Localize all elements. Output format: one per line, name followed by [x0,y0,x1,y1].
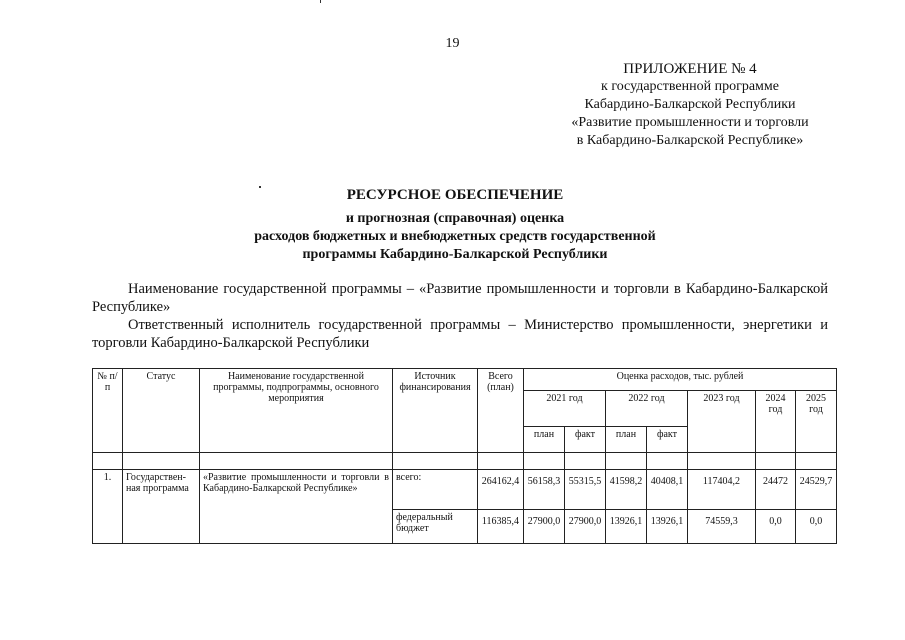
executor-paragraph: Ответственный исполнитель государственной программы – Министерство промышленности, энергетики и торговли Кабардино-Балкарской Республики [92,317,828,351]
row-fact-2021: 27900,0 [565,510,606,544]
scan-dot [259,186,261,188]
row-plan-2022: 13926,1 [606,510,647,544]
header-estimate: Оценка расходов, тыс. рублей [524,369,837,391]
page-number: 19 [445,36,460,51]
row-2025: 24529,7 [796,470,837,510]
row-fact-2022: 13926,1 [647,510,688,544]
row-program-name: «Развитие промышленности и торговли в Кабардино-Балкарской Республике» [200,470,393,544]
appendix-line: к государственной программе [601,79,779,94]
row-source: всего: [393,470,478,510]
header-num: № п/п [93,369,123,453]
table-row [93,470,837,510]
row-2024: 0,0 [756,510,796,544]
heading-sub-line: программы Кабардино-Балкарской Республики [302,247,608,262]
row-2023: 117404,2 [688,470,756,510]
heading-main: РЕСУРСНОЕ ОБЕСПЕЧЕНИЕ [346,187,564,203]
appendix-line: Кабардино-Балкарской Республики [584,97,796,112]
header-plan-2022: план [606,427,647,453]
row-2023: 74559,3 [688,510,756,544]
header-2025: 2025 год [796,391,837,453]
row-plan-2021: 56158,3 [524,470,565,510]
document-heading [150,186,760,264]
appendix-block [540,60,840,150]
row-plan-2021: 27900,0 [524,510,565,544]
header-name: Наименование государственной программы, подпрограммы, основного мероприятия [200,369,393,453]
row-fact-2021: 55315,5 [565,470,606,510]
row-source: федеральный бюджет [393,510,478,544]
header-source: Источник финансирования [393,369,478,453]
heading-sub-line: расходов бюджетных и внебюджетных средств государственной [254,229,656,244]
header-2022: 2022 год [606,391,688,427]
header-fact-2022: факт [647,427,688,453]
header-fact-2021: факт [565,427,606,453]
scan-dot [320,0,321,3]
appendix-line: «Развитие промышленности и торговли [571,115,809,130]
heading-sub-line: и прогнозная (справочная) оценка [345,211,565,226]
program-info [92,280,828,352]
appendix-line: в Кабардино-Балкарской Республике» [576,133,804,148]
header-2021: 2021 год [524,391,606,427]
program-name-paragraph: Наименование государственной программы – «Развитие промышленности и торговли в Кабардино-Балкарской Республике» [92,281,828,315]
header-2023: 2023 год [688,391,756,453]
appendix-title: ПРИЛОЖЕНИЕ № 4 [623,61,757,77]
header-2024: 2024 год [756,391,796,453]
header-status: Статус [123,369,200,453]
resource-table [92,368,837,544]
row-num: 1. [93,470,123,544]
header-plan-2021: план [524,427,565,453]
row-2025: 0,0 [796,510,837,544]
row-fact-2022: 40408,1 [647,470,688,510]
row-2024: 24472 [756,470,796,510]
row-total: 116385,4 [478,510,524,544]
row-plan-2022: 41598,2 [606,470,647,510]
row-total: 264162,4 [478,470,524,510]
row-status: Государствен-ная программа [123,470,200,544]
header-total: Всего (план) [478,369,524,453]
